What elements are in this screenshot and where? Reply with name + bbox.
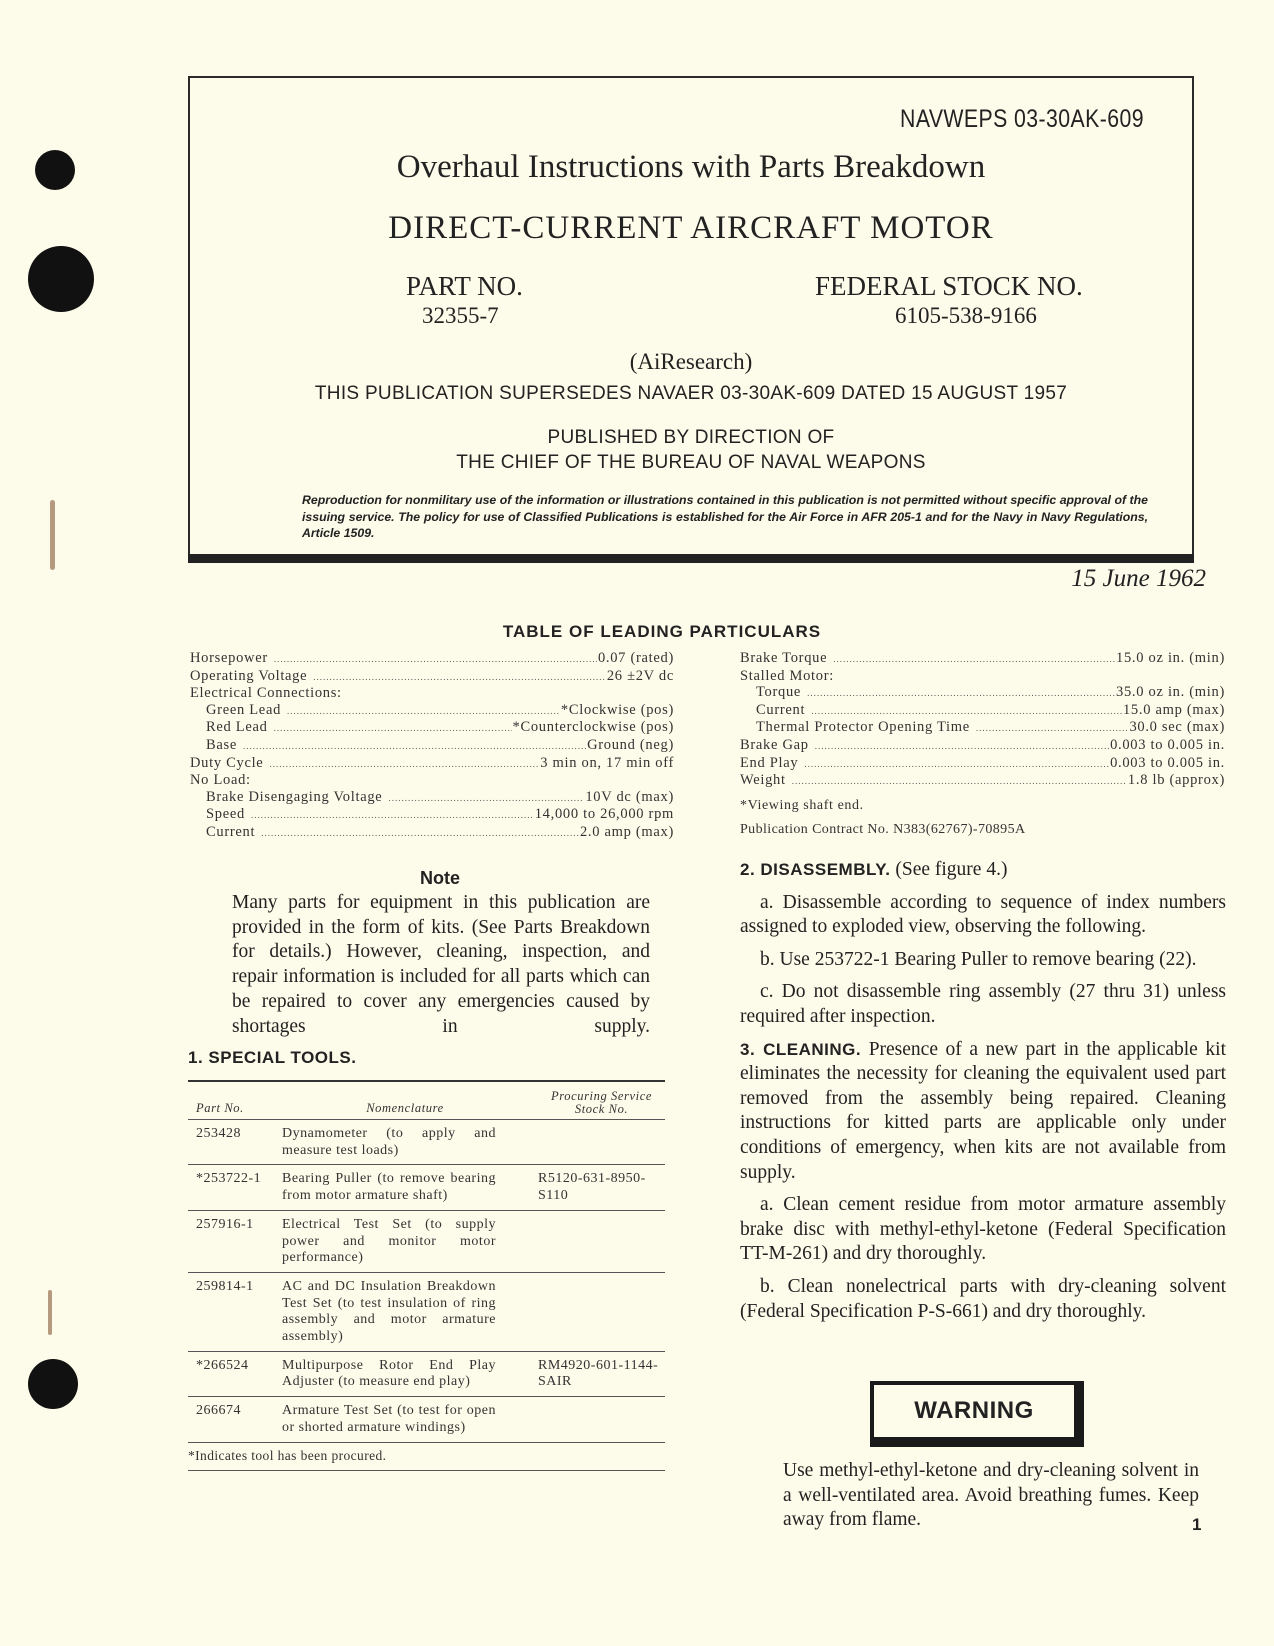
special-tools-heading: 1. SPECIAL TOOLS. <box>188 1048 357 1067</box>
cleaning-intro-text: Presence of a new part in the applicable kit eliminates the necessity for cleaning the equivalent used part removed from the assembly being repaired. Cleaning instructions for kitted parts are applicable only under conditions of emergency, when kits are not available from supply. <box>740 1038 1226 1183</box>
dot-leader <box>811 703 1122 720</box>
particular-label: Current <box>206 823 256 840</box>
disassembly-figure-ref: (See figure 4.) <box>895 859 1008 880</box>
particular-value: 2.0 amp (max) <box>579 823 674 840</box>
particular-label: Red Lead <box>206 719 268 736</box>
leading-particulars-title: TABLE OF LEADING PARTICULARS <box>502 622 822 641</box>
particular-value: *Clockwise (pos) <box>560 701 674 718</box>
manufacturer: (AiResearch) <box>629 349 753 374</box>
disassembly-section <box>740 858 1226 1324</box>
leading-particulars-left <box>190 650 674 842</box>
column-header-part: Part No. <box>196 1101 244 1115</box>
note-body: Many parts for equipment in this publication are provided in the form of kits. (See Parts Breakdown for details.) However, cleaning, inspection, and repair information is included for all parts which can be repaired to cover any emergencies caused by shortages in supply. <box>232 892 650 1037</box>
cleaning-step-b: b. Clean nonelectrical parts with dry-cleaning solvent (Federal Specification P-S-661) and dry thoroughly. <box>740 1275 1226 1322</box>
particular-value: 35.0 oz in. (min) <box>1116 684 1225 701</box>
particular-row <box>740 737 1225 755</box>
particular-row <box>190 806 674 824</box>
dot-leader <box>313 669 606 686</box>
table-row <box>188 1211 665 1273</box>
particular-row <box>190 755 674 773</box>
particular-label: Green Lead <box>206 701 282 718</box>
binder-hole-top <box>35 150 75 190</box>
page-number: 1 <box>1192 1515 1202 1534</box>
disassembly-step-a: a. Disassemble according to sequence of index numbers assigned to exploded view, observing the following. <box>740 891 1226 938</box>
disassembly-step-b: b. Use 253722-1 Bearing Puller to remove bearing (22). <box>760 948 1197 970</box>
warning-text: Use methyl-ethyl-ketone and dry-cleaning solvent in a well-ventilated area. Avoid breathing fumes. Keep away from flame. <box>783 1460 1199 1531</box>
supersedes-notice: THIS PUBLICATION SUPERSEDES NAVAER 03-30AK-609 DATED 15 AUGUST 1957 <box>314 383 1068 404</box>
tool-part-number: *253722-1 <box>196 1171 262 1187</box>
dot-leader <box>287 703 560 720</box>
particular-row <box>190 702 674 720</box>
dot-leader <box>807 685 1115 702</box>
particular-row <box>190 650 674 668</box>
dot-leader <box>976 720 1129 737</box>
particular-row <box>740 684 1225 702</box>
special-tools-table <box>188 1080 665 1471</box>
tool-part-number: 266674 <box>196 1403 241 1419</box>
particular-label: Weight <box>740 772 786 789</box>
particular-label: Current <box>756 701 806 718</box>
particular-row <box>190 685 674 702</box>
note-heading: Note <box>420 868 460 888</box>
particular-value: 15.0 amp (max) <box>1122 701 1225 718</box>
particular-label: Torque <box>756 684 802 701</box>
particular-row <box>190 789 674 807</box>
document-subject: DIRECT-CURRENT AIRCRAFT MOTOR <box>388 210 994 246</box>
particular-value: 1.8 lb (approx) <box>1127 772 1225 789</box>
particular-label: Brake Disengaging Voltage <box>206 788 383 805</box>
particular-value: 0.07 (rated) <box>597 650 674 666</box>
particular-label: Brake Gap <box>740 736 809 753</box>
particular-row <box>740 719 1225 737</box>
binder-hole-bottom <box>28 1359 78 1409</box>
federal-stock-label: FEDERAL STOCK NO. <box>815 271 1083 301</box>
particular-value: 26 ±2V dc <box>606 667 674 684</box>
particular-value: 15.0 oz in. (min) <box>1116 650 1225 666</box>
tool-part-number: *266524 <box>196 1357 249 1373</box>
particular-label: Thermal Protector Opening Time <box>756 719 970 736</box>
published-by-line-2: THE CHIEF OF THE BUREAU OF NAVAL WEAPONS <box>456 452 926 473</box>
table-row <box>188 1352 665 1397</box>
particular-row <box>740 702 1225 720</box>
contract-number: Publication Contract No. N383(62767)-70895A <box>740 821 1026 837</box>
dot-leader <box>792 773 1127 790</box>
particular-value: Ground (neg) <box>587 736 674 753</box>
dot-leader <box>274 720 512 737</box>
particular-label: Duty Cycle <box>190 754 264 771</box>
tool-nomenclature: Bearing Puller (to remove bearing from motor armature shaft) <box>282 1171 496 1204</box>
table-row <box>188 1165 665 1210</box>
particular-row <box>190 772 674 789</box>
tool-part-number: 259814-1 <box>196 1278 254 1294</box>
particular-value: 10V dc (max) <box>585 788 674 805</box>
disassembly-step-c: c. Do not disassemble ring assembly (27 thru 31) unless required after inspection. <box>740 981 1226 1027</box>
leading-particulars-right <box>740 650 1225 838</box>
tools-footnote: *Indicates tool has been procured. <box>188 1447 387 1463</box>
title-block <box>188 76 1194 562</box>
dot-leader <box>251 807 534 824</box>
dot-leader <box>269 756 539 773</box>
particular-label: Electrical Connections: <box>190 685 342 702</box>
particular-value: 3 min on, 17 min off <box>540 754 674 771</box>
cleaning-heading: 3. CLEANING. <box>740 1039 862 1059</box>
particular-row <box>740 772 1225 790</box>
particular-row <box>740 755 1225 773</box>
particular-row <box>740 650 1225 668</box>
particular-value: 0.003 to 0.005 in. <box>1110 754 1225 771</box>
particular-value: 30.0 sec (max) <box>1129 719 1225 736</box>
table-row <box>188 1120 665 1165</box>
margin-stain <box>50 500 55 570</box>
reproduction-notice: Reproduction for nonmilitary use of the information or illustrations contained in this publication is not permitted without specific approval of the issuing service. The policy for use of Classified Publications is established for the Air Force in AFR 205-1 and for the Navy in Navy Regulations, Article 1509. <box>302 493 1148 540</box>
tool-stock-number: RM4920-601-1144-SAIR <box>538 1357 659 1390</box>
cleaning-step-a: a. Clean cement residue from motor armature assembly brake disc with methyl-ethyl-ketone (Federal Specification TT-M-261) and dry thoroughly. <box>740 1194 1226 1265</box>
particulars-footnote: *Viewing shaft end. <box>740 797 864 813</box>
cleaning-intro <box>740 1038 1226 1186</box>
tool-nomenclature: AC and DC Insulation Breakdown Test Set (to test insulation of ring assembly and motor armature assembly) <box>282 1278 496 1345</box>
particular-row <box>740 668 1225 685</box>
tool-part-number: 257916-1 <box>196 1216 254 1232</box>
particular-label: End Play <box>740 754 799 771</box>
tool-stock-number <box>528 1217 665 1267</box>
dot-leader <box>261 825 579 842</box>
disassembly-heading: 2. DISASSEMBLY. <box>740 860 891 879</box>
warning-box: WARNING <box>870 1381 1084 1447</box>
particular-row <box>190 719 674 737</box>
particular-value: 0.003 to 0.005 in. <box>1110 736 1225 753</box>
disassembly-heading-line <box>740 858 1226 883</box>
tool-stock-number <box>528 1403 665 1436</box>
part-number-label: PART NO. <box>406 271 523 301</box>
tool-nomenclature: Dynamometer (to apply and measure test loads) <box>282 1126 496 1158</box>
part-number: 32355-7 <box>422 303 499 328</box>
particular-label: Speed <box>206 806 245 823</box>
table-header <box>188 1082 665 1120</box>
publication-date: 15 June 1962 <box>1071 565 1206 592</box>
tool-nomenclature: Electrical Test Set (to supply power and monitor motor performance) <box>282 1216 496 1266</box>
dot-leader <box>274 651 597 668</box>
tool-nomenclature: Multipurpose Rotor End Play Adjuster (to measure end play) <box>282 1357 496 1390</box>
title-block-rule <box>188 554 1194 563</box>
tool-part-number: 253428 <box>196 1126 241 1141</box>
dot-leader <box>833 651 1115 668</box>
tool-nomenclature: Armature Test Set (to test for open or shorted armature windings) <box>282 1403 496 1435</box>
document-number: NAVWEPS 03-30AK-609 <box>900 105 1144 133</box>
dot-leader <box>388 790 584 807</box>
tool-stock-number <box>528 1279 665 1346</box>
particular-row <box>190 668 674 686</box>
particular-label: Brake Torque <box>740 650 828 666</box>
margin-stain <box>48 1290 52 1335</box>
particular-label: Horsepower <box>190 650 268 666</box>
column-header-nomenclature: Nomenclature <box>366 1101 444 1115</box>
table-row <box>188 1397 665 1442</box>
published-by-line-1: PUBLISHED BY DIRECTION OF <box>547 427 835 448</box>
particular-value: *Counterclockwise (pos) <box>512 719 674 736</box>
table-row <box>188 1273 665 1352</box>
document-title: Overhaul Instructions with Parts Breakdown <box>396 149 986 185</box>
tool-stock-number <box>528 1126 665 1159</box>
dot-leader <box>243 738 586 755</box>
particular-label: Base <box>206 736 237 753</box>
particular-label: Stalled Motor: <box>740 667 834 684</box>
dot-leader <box>804 756 1109 773</box>
tool-stock-number: R5120-631-8950-S110 <box>538 1171 646 1204</box>
particular-row <box>190 737 674 755</box>
federal-stock-number: 6105-538-9166 <box>895 303 1037 328</box>
particular-row <box>190 824 674 842</box>
particular-label: No Load: <box>190 772 251 789</box>
particular-value: 14,000 to 26,000 rpm <box>534 806 674 823</box>
binder-hole-middle <box>28 246 94 312</box>
column-header-stock: Procuring Service Stock No. <box>550 1089 653 1116</box>
particular-label: Operating Voltage <box>190 667 308 684</box>
dot-leader <box>815 738 1109 755</box>
